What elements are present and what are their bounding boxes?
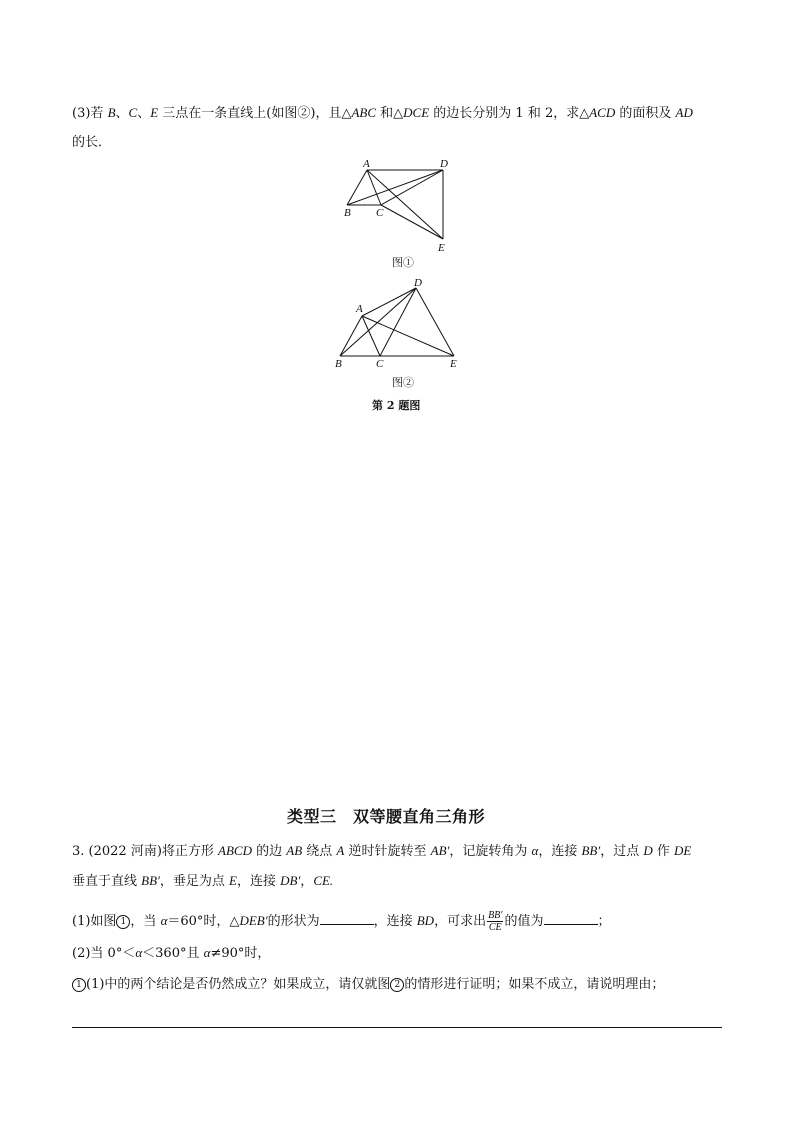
text-segment: ，记旋转角为 — [449, 844, 532, 859]
text-segment: ； — [597, 914, 611, 929]
answer-blank-2[interactable] — [544, 912, 598, 925]
segment-AB — [347, 170, 367, 205]
var-DCE: DCE — [403, 105, 430, 120]
text-segment: ，连接 — [538, 844, 582, 859]
label-E: E — [450, 358, 457, 370]
problem3-line1 — [72, 842, 691, 861]
problem2-part3-line2: 的长． — [72, 135, 112, 150]
circled-number: 2 — [390, 978, 404, 992]
text-segment: ，连接 — [373, 914, 417, 929]
text-segment: ，当 — [130, 914, 161, 929]
text-segment: 的值为 — [504, 914, 544, 929]
var-B: B — [107, 105, 116, 120]
figure-group-caption: 第 2 题图 — [372, 399, 421, 412]
label-D: D — [440, 158, 448, 170]
segment-CE — [381, 205, 443, 239]
label-B: B — [344, 207, 351, 219]
text-segment: 三点在一条直线上(如图②)，且△ — [158, 106, 352, 121]
segment-BD — [347, 170, 443, 205]
answer-line — [72, 1027, 722, 1028]
circled-number: 1 — [72, 978, 86, 992]
var-BB-prime: BB′ — [141, 873, 160, 888]
problem2-part3-line1 — [72, 104, 693, 123]
segment-AB — [340, 316, 362, 356]
figure-1-diagram — [330, 152, 470, 256]
text-segment: 绕点 — [302, 844, 337, 859]
problem3-part1 — [72, 910, 611, 933]
text-segment: ＝60°时，△ — [167, 914, 240, 929]
fraction-numerator: BB′ — [488, 910, 503, 921]
var-E: E — [229, 873, 237, 888]
text-segment: 的面积及 — [615, 106, 676, 121]
text-segment: (1)如图 — [72, 914, 117, 929]
label-A: A — [356, 303, 363, 315]
figure-2-caption: 图② — [392, 376, 414, 389]
var-CE: CE. — [313, 873, 334, 888]
text-segment: 的情形进行证明；如果不成立，请说明理由； — [404, 977, 665, 992]
text-segment: ≠90°时， — [210, 946, 271, 961]
var-ACD: ACD — [589, 105, 616, 120]
label-E: E — [438, 242, 445, 254]
text-segment: 、 — [137, 106, 151, 121]
text-segment: ＜360°且 — [142, 946, 204, 961]
circled-number: 1 — [116, 915, 130, 929]
var-BD: BD — [416, 913, 435, 928]
var-AD: AD — [675, 105, 693, 120]
fraction-denominator: CE — [488, 922, 502, 933]
text-segment: ，连接 — [236, 874, 281, 889]
problem3-part2-sub1 — [72, 976, 664, 994]
var-D: D — [643, 843, 653, 858]
text-segment: ，垂足为点 — [159, 874, 230, 889]
answer-blank-1[interactable] — [320, 912, 374, 925]
segment-BD — [340, 288, 416, 356]
label-B: B — [335, 358, 342, 370]
var-C: C — [128, 105, 138, 120]
fraction-BB-over-CE — [487, 910, 503, 933]
text-segment: 的边长分别为 1 和 2，求△ — [429, 106, 590, 121]
segment-DE — [416, 288, 454, 356]
segment-AE — [362, 316, 454, 356]
text-segment: (2)当 0°＜ — [72, 946, 136, 961]
text-segment: (3)若 — [72, 106, 108, 121]
segment-CD — [381, 170, 443, 205]
var-alpha: α — [203, 945, 211, 960]
segment-CD — [380, 288, 416, 356]
text-segment: (1)中的两个结论是否仍然成立？如果成立，请仅就图 — [86, 977, 391, 992]
text-segment: ， — [300, 874, 314, 889]
text-segment: 、 — [115, 106, 129, 121]
var-BB-prime: BB′ — [581, 843, 601, 858]
text-segment: 和△ — [376, 106, 404, 121]
var-ABC: ABC — [351, 105, 377, 120]
problem3-part2 — [72, 944, 270, 963]
var-E: E — [150, 105, 159, 120]
var-AB-prime: AB′ — [430, 843, 450, 858]
var-alpha: α — [531, 843, 539, 858]
section-heading: 类型三 双等腰直角三角形 — [287, 807, 486, 826]
text-segment: 垂直于直线 — [72, 874, 142, 889]
label-D: D — [414, 277, 422, 289]
var-alpha: α — [135, 945, 143, 960]
var-AB: AB — [286, 843, 303, 858]
text-segment: 的边 — [251, 844, 287, 859]
text-segment: ，过点 — [600, 844, 644, 859]
figure-1-caption: 图① — [392, 256, 414, 269]
text-segment: 作 — [652, 844, 674, 859]
figure-2-diagram — [330, 274, 470, 374]
text-segment: 逆时针旋转至 — [344, 844, 431, 859]
var-A: A — [336, 843, 345, 858]
label-A: A — [363, 158, 370, 170]
segment-AC — [367, 170, 381, 205]
var-alpha: α — [160, 913, 168, 928]
label-C: C — [376, 207, 384, 219]
label-C: C — [376, 358, 384, 370]
var-DB-prime: DB′ — [280, 873, 301, 888]
problem3-line2 — [72, 872, 333, 891]
text-segment: 3. (2022 河南)将正方形 — [72, 844, 219, 859]
var-DEB-prime: DEB′ — [239, 913, 268, 928]
var-DE: DE — [674, 843, 692, 858]
var-ABCD: ABCD — [218, 843, 252, 858]
text-segment: ，可求出 — [434, 914, 487, 929]
text-segment: 的形状为 — [267, 914, 320, 929]
